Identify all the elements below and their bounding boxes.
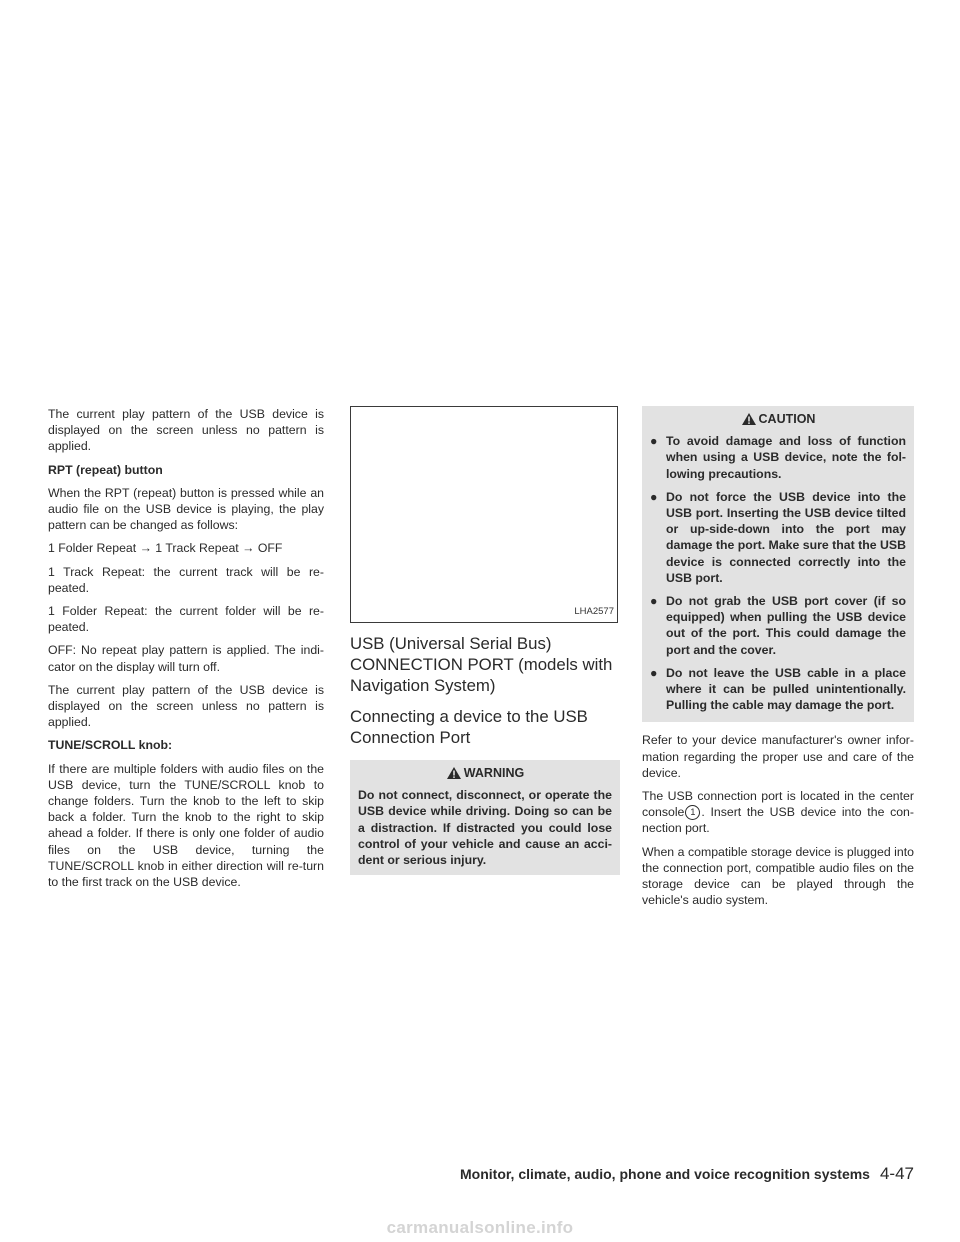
warning-title-text: WARNING xyxy=(463,766,525,780)
watermark: carmanualsonline.info xyxy=(386,1218,574,1237)
caution-item xyxy=(650,433,906,482)
paragraph: Refer to your device manufacturer's owner infor-mation regarding the proper use and care of the device. xyxy=(642,733,914,780)
caution-item-text: To avoid damage and loss of function when using a USB device, note the fol-lowing precautions. xyxy=(666,434,906,481)
paragraph-text: . Insert the USB device into the con-nection port. xyxy=(642,805,914,836)
right-column xyxy=(642,406,914,915)
caution-item xyxy=(650,665,906,714)
middle-column xyxy=(350,406,620,875)
caution-box xyxy=(642,406,914,722)
caution-title-text: CAUTION xyxy=(758,412,816,426)
paragraph: The current play pattern of the USB device is displayed on the screen unless no pattern is applied. xyxy=(48,682,324,730)
rpt-heading: RPT (repeat) button xyxy=(48,462,163,477)
warning-box xyxy=(350,760,620,875)
section-heading: USB (Universal Serial Bus) CONNECTION PORT (models with Navigation System) xyxy=(350,634,613,695)
page-number: 4-47 xyxy=(879,1164,914,1183)
figure-id: LHA2577 xyxy=(574,605,614,617)
paragraph: The current play pattern of the USB device is displayed on the screen unless no pattern is applied. xyxy=(48,407,324,454)
bullet-icon: ● xyxy=(650,665,658,680)
caution-item xyxy=(650,489,906,586)
usb-port-figure xyxy=(350,406,618,623)
paragraph: 1 Folder Repeat: the current folder will be re-peated. xyxy=(48,604,324,635)
sub-heading: Connecting a device to the USB Connection Port xyxy=(350,707,588,747)
page-footer xyxy=(460,1164,914,1184)
paragraph: OFF: No repeat play pattern is applied. The indi-cator on the display will turn off. xyxy=(48,643,324,674)
caution-item-text: Do not grab the USB port cover (if so equipped) when pulling the USB device out of the port. This could damage the port and the cover. xyxy=(666,594,906,657)
caution-item-text: Do not leave the USB cable in a place where it can be pulled unintentionally. Pulling the cable may damage the port. xyxy=(666,665,906,713)
paragraph: If there are multiple folders with audio files on the USB device, turn the TUNE/SCROLL knob to change folders. Turn the knob to the left to skip back a folder. Turn the knob to the right to skip ahead a folder. If there is only one folder of audio files on the USB device, turning the TUNE/SCROLL knob in either direction will re-turn to the first track on the USB device. xyxy=(48,761,324,890)
bullet-icon: ● xyxy=(650,594,658,609)
caution-list xyxy=(650,433,906,713)
callout-number-icon: 1 xyxy=(685,805,700,820)
caution-item xyxy=(650,593,906,658)
paragraph: 1 Track Repeat: the current track will be re-peated. xyxy=(48,564,324,595)
paragraph: When a compatible storage device is plugged into the connection port, compatible audio files on the storage device can be played through the vehicle's audio system. xyxy=(642,844,914,908)
tune-scroll-heading: TUNE/SCROLL knob: xyxy=(48,738,173,753)
caution-title xyxy=(650,411,906,427)
warning-text: Do not connect, disconnect, or operate the USB device while driving. Doing so can be a distraction. If distracted you could lose control of your vehicle and cause an acci-dent or serious injury. xyxy=(358,788,612,868)
paragraph xyxy=(642,788,914,837)
paragraph-text: The USB connection port is located in the center console xyxy=(642,789,914,820)
caution-item-text: Do not force the USB device into the USB port. Inserting the USB device tilted or up-side-down into the port may damage the port. Make sure that the USB device is connected correctly into the USB port. xyxy=(666,489,906,585)
paragraph: When the RPT (repeat) button is pressed while an audio file on the USB device is playing, the play pattern can be changed as follows: xyxy=(48,485,324,533)
left-column xyxy=(48,406,324,897)
repeat-sequence: 1 Folder Repeat → 1 Track Repeat → OFF xyxy=(48,541,283,556)
warning-triangle-icon xyxy=(446,766,462,780)
bullet-icon: ● xyxy=(650,434,658,449)
warning-title xyxy=(358,765,612,781)
caution-triangle-icon xyxy=(741,412,757,426)
bullet-icon: ● xyxy=(650,489,658,504)
footer-chapter-title: Monitor, climate, audio, phone and voice recognition systems xyxy=(460,1166,870,1182)
